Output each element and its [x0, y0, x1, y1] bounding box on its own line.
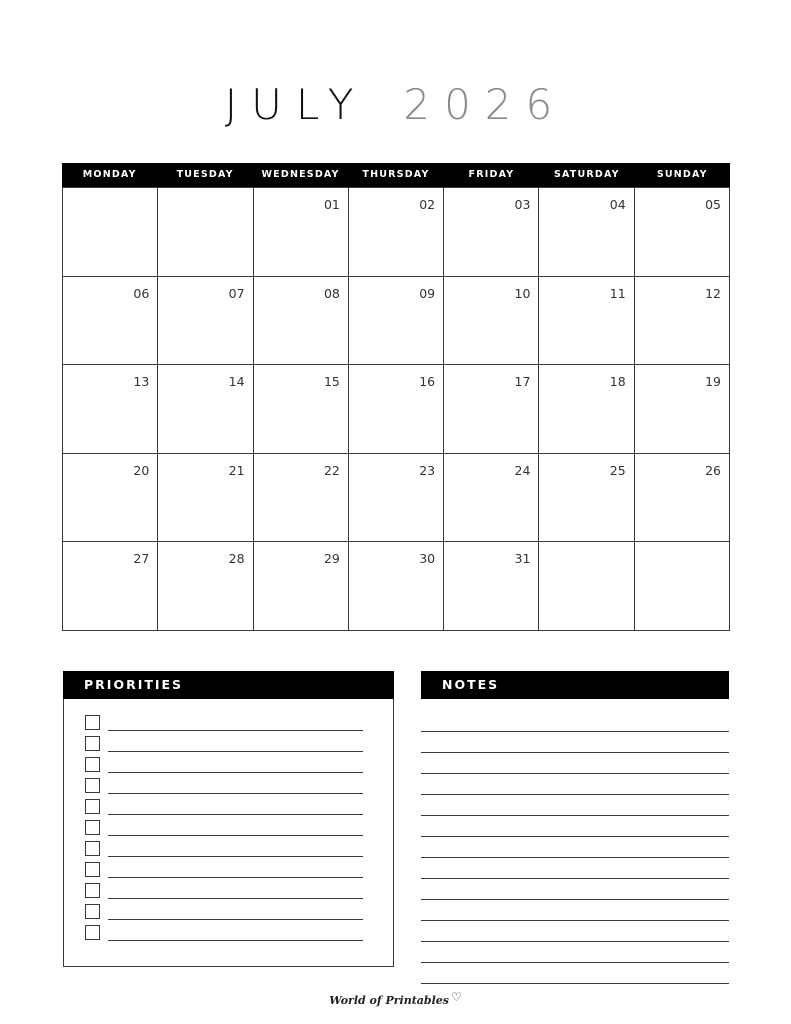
note-line[interactable] — [421, 836, 729, 837]
priority-checkbox[interactable] — [85, 862, 100, 877]
notes-heading: NOTES — [421, 671, 729, 699]
day-number: 22 — [323, 462, 340, 478]
priority-write-line[interactable] — [108, 877, 363, 878]
day-number: 18 — [609, 374, 626, 390]
note-line[interactable] — [421, 731, 729, 732]
day-cell-16[interactable] — [349, 365, 444, 454]
note-line[interactable] — [421, 899, 729, 900]
day-cell-12[interactable] — [635, 277, 730, 366]
priority-checkbox[interactable] — [85, 883, 100, 898]
title-year: 2026 — [403, 80, 567, 129]
day-cell-10[interactable] — [444, 277, 539, 366]
day-number: 28 — [228, 551, 245, 567]
priority-write-line[interactable] — [108, 898, 363, 899]
day-cell-01[interactable] — [254, 188, 349, 277]
priority-checkbox[interactable] — [85, 736, 100, 751]
priority-write-line[interactable] — [108, 751, 363, 752]
day-number: 15 — [323, 374, 340, 390]
empty-day-cell[interactable] — [158, 188, 253, 277]
note-line[interactable] — [421, 878, 729, 879]
day-number: 09 — [419, 285, 436, 301]
day-cell-26[interactable] — [635, 454, 730, 543]
brand-name: World of Printables — [329, 994, 449, 1007]
day-number: 06 — [133, 285, 150, 301]
weekday-saturday: SATURDAY — [553, 169, 620, 180]
weekday-friday: FRIDAY — [468, 169, 515, 180]
day-number: 25 — [609, 462, 626, 478]
priority-write-line[interactable] — [108, 793, 363, 794]
day-number: 24 — [514, 462, 531, 478]
priority-checkbox[interactable] — [85, 715, 100, 730]
day-number: 14 — [228, 374, 245, 390]
priorities-heading: PRIORITIES — [63, 671, 394, 699]
day-cell-09[interactable] — [349, 277, 444, 366]
priority-item — [85, 820, 363, 838]
brand-logo — [0, 990, 791, 1007]
day-cell-21[interactable] — [158, 454, 253, 543]
empty-day-cell[interactable] — [539, 542, 634, 631]
weekday-sunday: SUNDAY — [656, 169, 708, 180]
empty-day-cell[interactable] — [635, 542, 730, 631]
priority-write-line[interactable] — [108, 730, 363, 731]
priority-checkbox[interactable] — [85, 841, 100, 856]
priority-item — [85, 757, 363, 775]
day-number: 26 — [705, 462, 721, 478]
priority-checkbox[interactable] — [85, 799, 100, 814]
day-number: 23 — [419, 462, 436, 478]
day-number: 13 — [133, 374, 150, 390]
day-cell-19[interactable] — [635, 365, 730, 454]
day-cell-18[interactable] — [539, 365, 634, 454]
priority-item — [85, 841, 363, 859]
heart-icon: ♡ — [450, 990, 462, 1004]
day-number: 01 — [323, 197, 340, 212]
day-number: 05 — [705, 197, 721, 212]
day-cell-17[interactable] — [444, 365, 539, 454]
priority-item — [85, 925, 363, 943]
day-number: 29 — [323, 551, 340, 567]
note-line[interactable] — [421, 794, 729, 795]
day-number: 20 — [133, 462, 150, 478]
day-number: 21 — [228, 462, 245, 478]
day-cell-07[interactable] — [158, 277, 253, 366]
calendar — [62, 163, 730, 631]
day-cell-22[interactable] — [254, 454, 349, 543]
day-cell-23[interactable] — [349, 454, 444, 543]
day-number: 16 — [419, 374, 436, 390]
note-line[interactable] — [421, 857, 729, 858]
priority-item — [85, 799, 363, 817]
day-cell-24[interactable] — [444, 454, 539, 543]
day-cell-11[interactable] — [539, 277, 634, 366]
priority-checkbox[interactable] — [85, 925, 100, 940]
note-line[interactable] — [421, 983, 729, 984]
priority-item — [85, 883, 363, 901]
note-line[interactable] — [421, 920, 729, 921]
day-number: 27 — [133, 551, 150, 567]
empty-day-cell[interactable] — [63, 188, 158, 277]
priority-write-line[interactable] — [108, 814, 363, 815]
note-line[interactable] — [421, 962, 729, 963]
day-number: 02 — [419, 197, 436, 212]
priority-item — [85, 904, 363, 922]
priority-write-line[interactable] — [108, 940, 363, 941]
priority-write-line[interactable] — [108, 919, 363, 920]
day-cell-14[interactable] — [158, 365, 253, 454]
weekday-thursday: THURSDAY — [362, 169, 430, 180]
day-number: 12 — [705, 285, 721, 301]
calendar-weekday-header — [62, 163, 730, 187]
priority-item — [85, 778, 363, 796]
day-number: 07 — [228, 285, 245, 301]
day-number: 10 — [514, 285, 531, 301]
day-cell-28[interactable] — [158, 542, 253, 631]
day-number: 04 — [609, 197, 626, 212]
day-cell-13[interactable] — [63, 365, 158, 454]
day-cell-31[interactable] — [444, 542, 539, 631]
priority-item — [85, 715, 363, 733]
note-line[interactable] — [421, 815, 729, 816]
day-cell-29[interactable] — [254, 542, 349, 631]
day-cell-30[interactable] — [349, 542, 444, 631]
day-number: 19 — [705, 374, 721, 390]
day-number: 08 — [323, 285, 340, 301]
day-number: 03 — [514, 197, 531, 212]
page-title — [0, 80, 791, 130]
priority-item — [85, 736, 363, 754]
priority-checkbox[interactable] — [85, 778, 100, 793]
day-cell-06[interactable] — [63, 277, 158, 366]
weekday-tuesday: TUESDAY — [176, 169, 234, 180]
day-cell-27[interactable] — [63, 542, 158, 631]
priority-checkbox[interactable] — [85, 757, 100, 772]
day-number: 17 — [514, 374, 531, 390]
note-line[interactable] — [421, 752, 729, 753]
day-number: 31 — [514, 551, 531, 567]
weekday-monday: MONDAY — [82, 169, 137, 180]
notes-lines — [421, 699, 729, 969]
priority-item — [85, 862, 363, 880]
day-number: 30 — [419, 551, 436, 567]
priority-checkbox[interactable] — [85, 904, 100, 919]
note-line[interactable] — [421, 941, 729, 942]
day-cell-15[interactable] — [254, 365, 349, 454]
day-cell-05[interactable] — [635, 188, 730, 277]
day-cell-20[interactable] — [63, 454, 158, 543]
title-month: JULY — [224, 80, 368, 129]
day-cell-03[interactable] — [444, 188, 539, 277]
priority-checkbox[interactable] — [85, 820, 100, 835]
priorities-list — [63, 699, 394, 967]
priorities-panel — [63, 671, 394, 967]
day-cell-25[interactable] — [539, 454, 634, 543]
calendar-grid — [62, 187, 730, 631]
note-line[interactable] — [421, 773, 729, 774]
priority-write-line[interactable] — [108, 856, 363, 857]
priority-write-line[interactable] — [108, 772, 363, 773]
day-cell-04[interactable] — [539, 188, 634, 277]
priority-write-line[interactable] — [108, 835, 363, 836]
weekday-wednesday: WEDNESDAY — [261, 169, 340, 180]
day-cell-02[interactable] — [349, 188, 444, 277]
day-cell-08[interactable] — [254, 277, 349, 366]
day-number: 11 — [609, 285, 626, 301]
notes-panel — [421, 671, 729, 969]
